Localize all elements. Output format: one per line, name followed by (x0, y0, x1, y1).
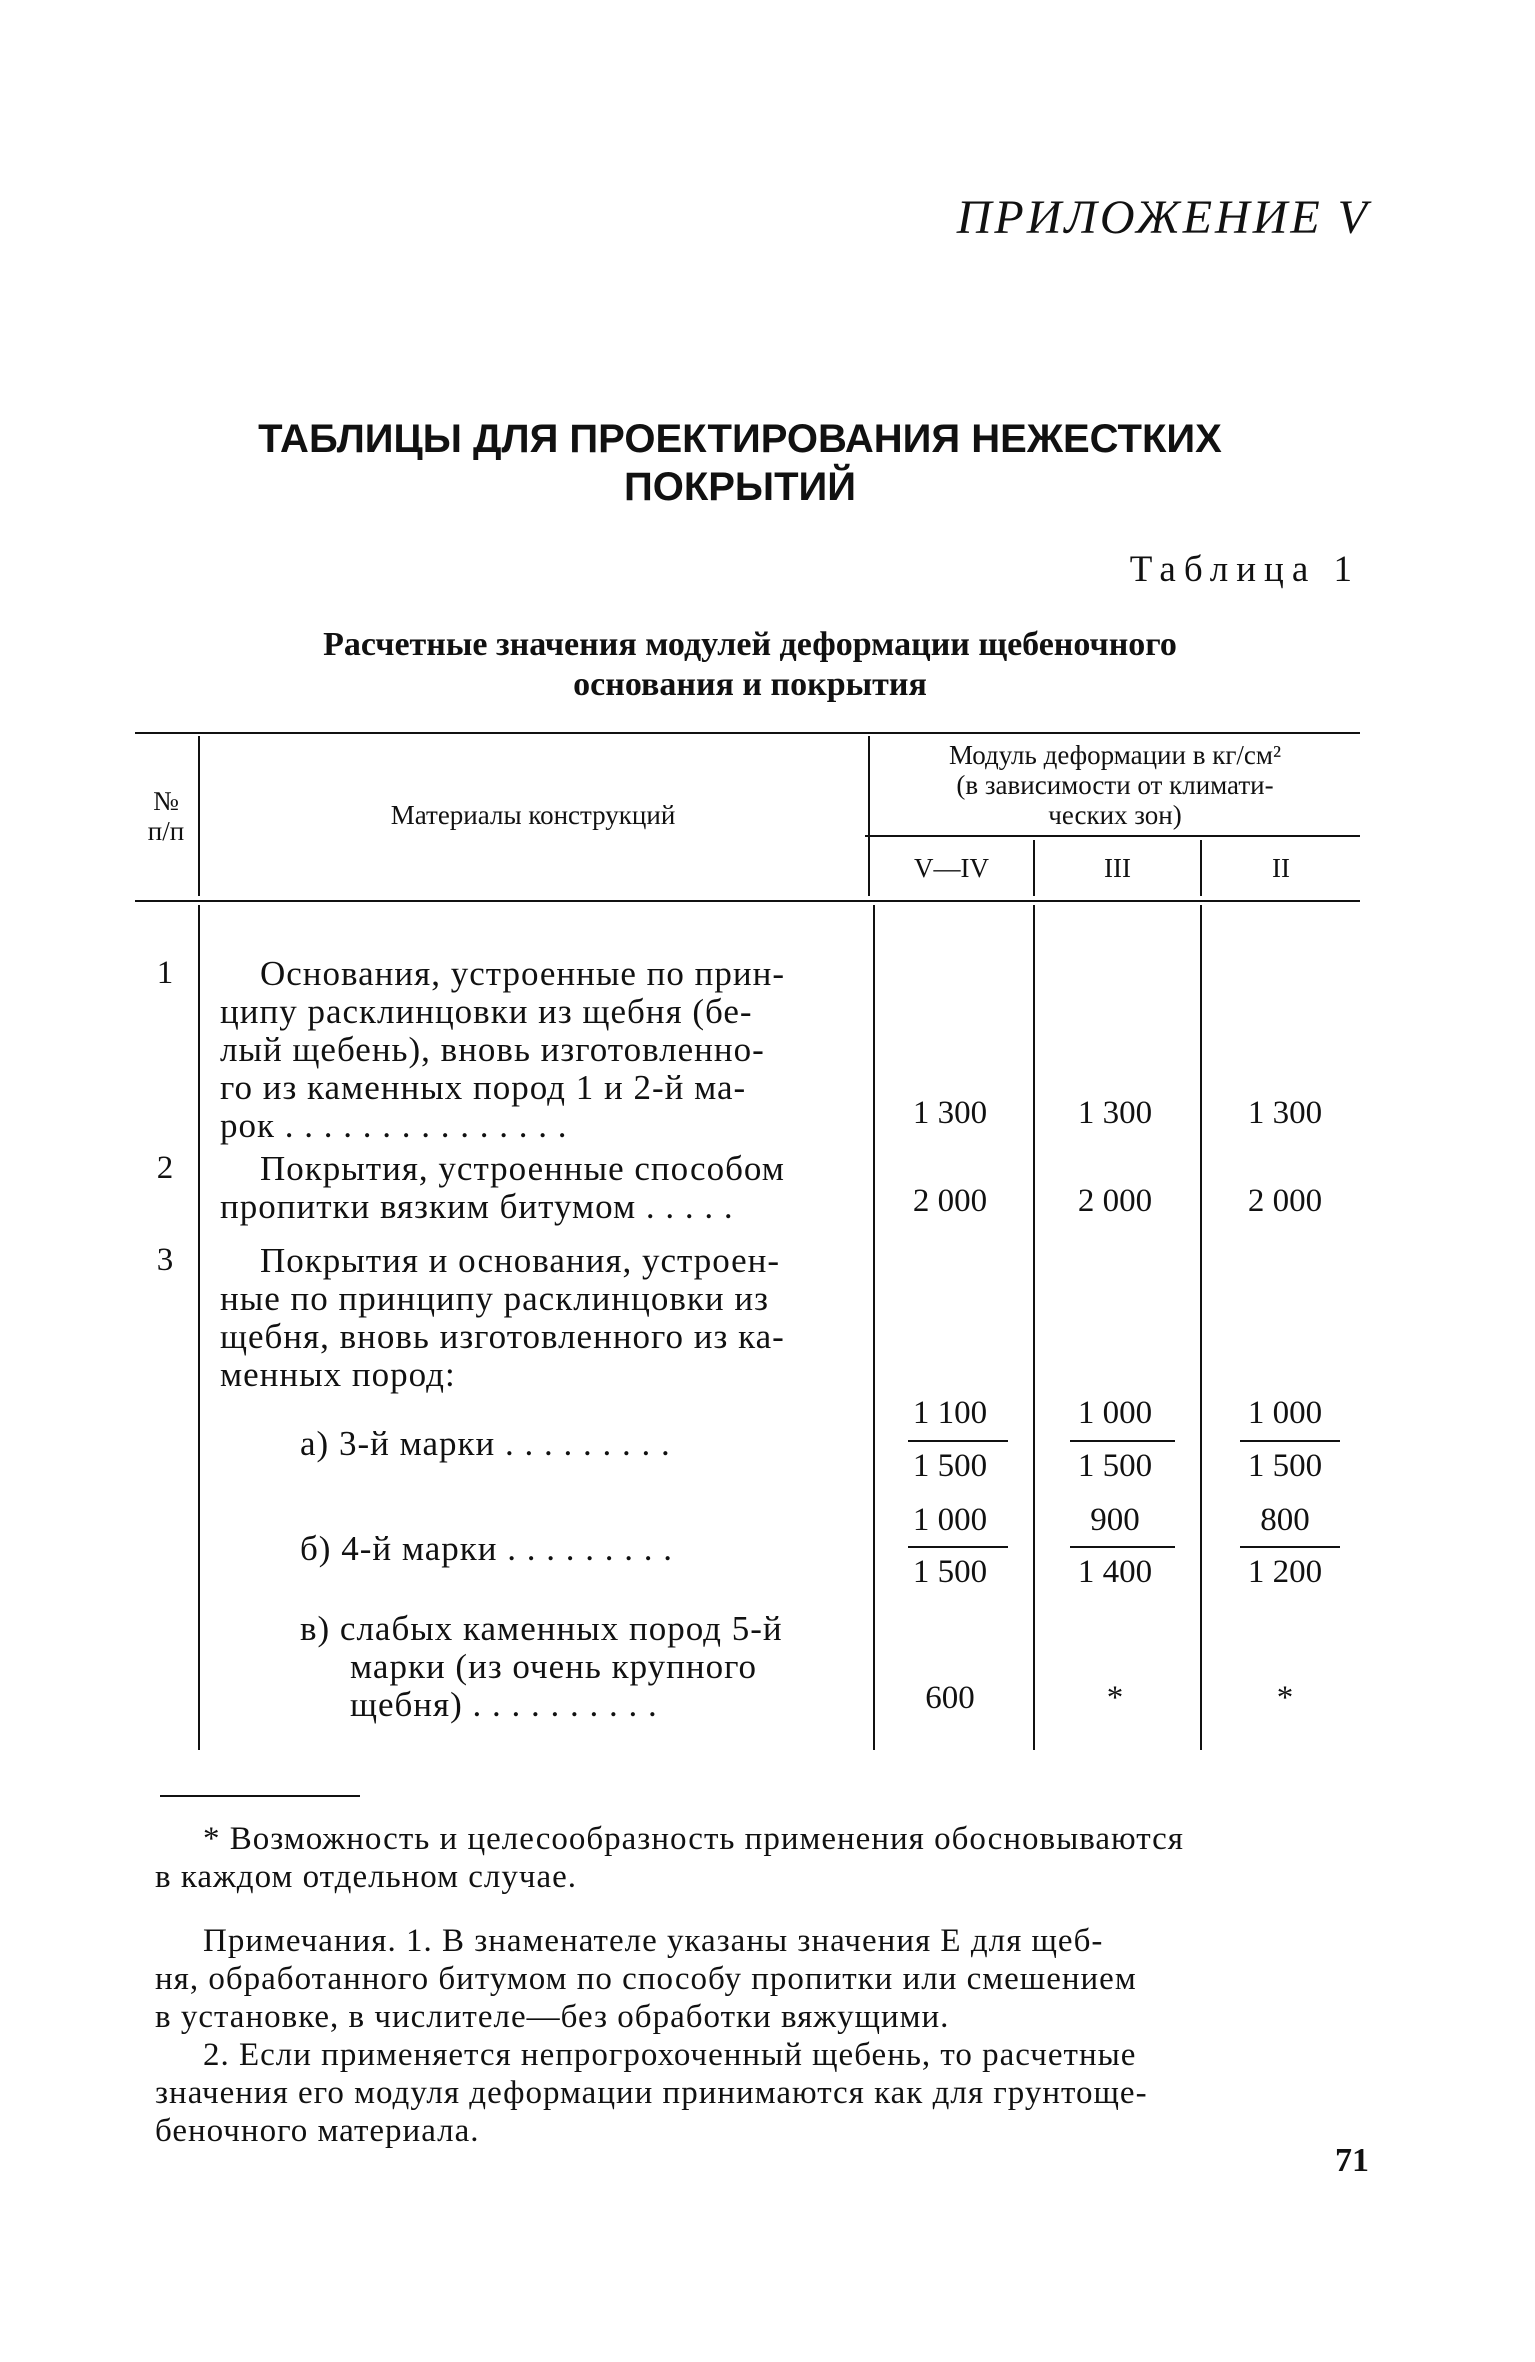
row-3a-numerator-v-iv: 1 100 (912, 1395, 988, 1431)
row-3b-numerator-v-iv: 1 000 (912, 1502, 988, 1538)
header-modulus-line3: ческих зон) (1048, 800, 1182, 830)
fraction-bar (1240, 1440, 1340, 1442)
row-3v-text (300, 1610, 783, 1724)
mat-col-divider (873, 905, 875, 1750)
footnote-rule (160, 1795, 360, 1797)
row-3b-label: б) 4-й марки . . . . . . . . . (300, 1529, 674, 1568)
row-3v-line: щебня) . . . . . . . . . . (350, 1685, 658, 1724)
row-1-line: лый щебень), вновь изготовленно- (220, 1030, 765, 1069)
table-caption (220, 625, 1280, 705)
row-3v-value-ii: * (1276, 1680, 1294, 1716)
row-1-line: рок . . . . . . . . . . . . . . . (220, 1106, 568, 1145)
row-3v-line: марки (из очень крупного (350, 1647, 758, 1686)
row-3-line: ные по принципу расклинцовки из (220, 1279, 769, 1318)
num-col-divider (198, 905, 200, 1750)
row-3-line: Покрытия и основания, устроен- (260, 1241, 781, 1280)
note-line: значения его модуля деформации принимаются как для грунтоще- (155, 2075, 1148, 2111)
row-3v-line: в) слабых каменных пород 5-й (300, 1609, 783, 1648)
header-num-line2: п/п (147, 816, 185, 846)
row-number-2: 2 (156, 1150, 174, 1186)
header-modulus-line1: Модуль деформации в кг/см² (948, 740, 1282, 770)
header-zone-v-iv: V—IV (914, 853, 989, 883)
row-2-line: пропитки вязким битумом . . . . . (220, 1187, 734, 1226)
main-title-line2: ПОКРЫТИЙ (623, 465, 857, 509)
fraction-bar (1070, 1440, 1175, 1442)
fraction-bar (908, 1546, 1008, 1548)
table-caption-line2: основания и покрытия (573, 666, 927, 703)
note-line: ня, обработанного битумом по способу пропитки или смешением (155, 1961, 1137, 1997)
row-2-value-ii: 2 000 (1247, 1183, 1323, 1219)
header-num (135, 786, 197, 846)
table-caption-line1: Расчетные значения модулей деформации щебеночного (323, 626, 1177, 663)
footnote-line2: в каждом отдельном случае. (155, 1859, 578, 1895)
row-3v-value-v-iv: 600 (925, 1680, 975, 1716)
row-3b-denominator-ii: 1 200 (1247, 1554, 1323, 1590)
main-title (240, 415, 1240, 511)
fraction-bar (1070, 1546, 1175, 1548)
header-modulus-line2: (в зависимости от климати- (956, 770, 1274, 800)
header-bottom-rule (135, 900, 1360, 902)
header-materials: Материалы конструкций (390, 800, 676, 830)
row-1-text (220, 955, 785, 1145)
page-number: 71 (1335, 2142, 1369, 2179)
row-3a-numerator-iii: 1 000 (1077, 1395, 1153, 1431)
row-3a-denominator-ii: 1 500 (1247, 1448, 1323, 1484)
main-title-line1: ТАБЛИЦЫ ДЛЯ ПРОЕКТИРОВАНИЯ НЕЖЕСТКИХ (258, 417, 1222, 461)
row-3-line: щебня, вновь изготовленного из ка- (220, 1317, 785, 1356)
footnote (155, 1820, 1184, 1896)
zone-divider-1 (1033, 905, 1035, 1750)
row-3a-label: а) 3-й марки . . . . . . . . . (300, 1424, 671, 1463)
row-1-line: Основания, устроенные по прин- (260, 954, 786, 993)
row-3b-denominator-iii: 1 400 (1077, 1554, 1153, 1590)
row-2-text (220, 1150, 785, 1226)
footnote-line1: * Возможность и целесообразность применения обосновываются (203, 1821, 1184, 1857)
note-line: 2. Если применяется непрогрохоченный щебень, то расчетные (203, 2037, 1137, 2073)
row-number-1: 1 (156, 955, 174, 991)
table-label: Таблица 1 (1129, 549, 1360, 590)
row-3a-numerator-ii: 1 000 (1247, 1395, 1323, 1431)
row-1-value-v-iv: 1 300 (912, 1095, 988, 1131)
table-top-rule (135, 732, 1360, 734)
note-line: Примечания. 1. В знаменателе указаны значения E для щеб- (203, 1923, 1104, 1959)
fraction-bar (1240, 1546, 1340, 1548)
appendix-title: ПРИЛОЖЕНИЕ V (956, 191, 1370, 244)
header-zone-ii: II (1272, 853, 1290, 883)
row-2-line: Покрытия, устроенные способом (260, 1149, 785, 1188)
row-3b-numerator-iii: 900 (1090, 1502, 1140, 1538)
fraction-bar (908, 1440, 1008, 1442)
row-1-line: ципу расклинцовки из щебня (бе- (220, 992, 753, 1031)
row-3b-denominator-v-iv: 1 500 (912, 1554, 988, 1590)
row-3a-denominator-v-iv: 1 500 (912, 1448, 988, 1484)
row-1-value-iii: 1 300 (1077, 1095, 1153, 1131)
row-3-line: менных пород: (220, 1355, 456, 1394)
header-zone-rule (865, 835, 1360, 837)
note-line: беночного материала. (155, 2113, 480, 2149)
note-line: в установке, в числителе—без обработки вяжущими. (155, 1999, 950, 2035)
row-2-value-v-iv: 2 000 (912, 1183, 988, 1219)
header-num-line1: № (153, 786, 179, 816)
row-1-value-ii: 1 300 (1247, 1095, 1323, 1131)
row-3a-denominator-iii: 1 500 (1077, 1448, 1153, 1484)
zone-divider-2 (1200, 905, 1202, 1750)
notes (155, 1922, 1148, 2150)
row-3v-value-iii: * (1106, 1680, 1124, 1716)
row-2-value-iii: 2 000 (1077, 1183, 1153, 1219)
header-zone-iii: III (1104, 853, 1131, 883)
row-1-line: го из каменных пород 1 и 2-й ма- (220, 1068, 747, 1107)
row-3b-numerator-ii: 800 (1260, 1502, 1310, 1538)
row-number-3: 3 (156, 1242, 174, 1278)
row-3-text (220, 1242, 785, 1394)
header-modulus (870, 740, 1360, 830)
